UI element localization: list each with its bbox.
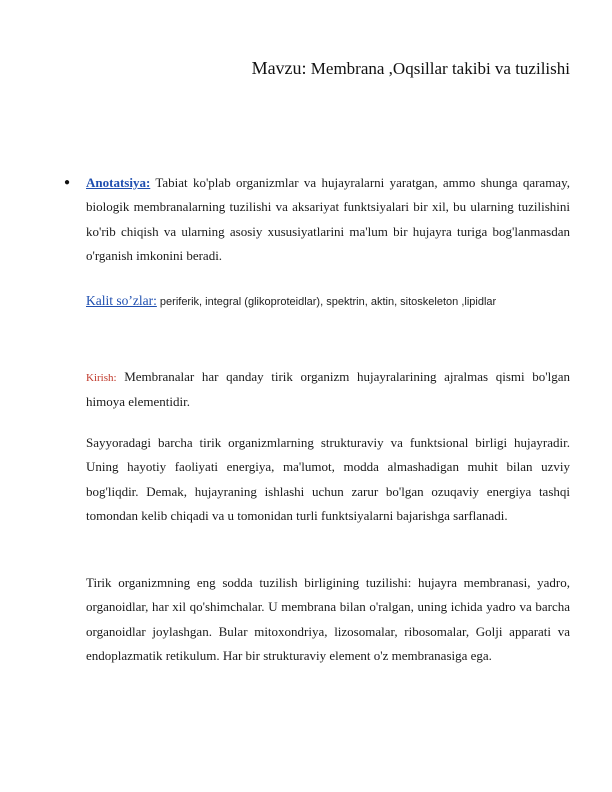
title-topic-word: Mavzu: bbox=[251, 58, 307, 78]
bullet-icon: ● bbox=[64, 177, 71, 188]
intro-text: Membranalar har qanday tirik organizm hujayralarining ajralmas qismi bo'lgan himoya elementidir. bbox=[86, 369, 570, 410]
page-title bbox=[252, 58, 570, 79]
keywords-label[interactable]: Kalit so’zlar: bbox=[86, 293, 157, 308]
paragraph-text: Tirik organizmning eng sodda tuzilish birligining tuzilishi: hujayra membranasi, yadro, organoidlar, har xil qo'shimchalar. U membrana bilan o'ralgan, uning ichida yadro va barcha organoidlar joylashgan. Bular mitoxondriya, lizosomalar, ribosomalar, Golji apparati va endoplazmatik retikulum. Har bir strukturaviy element o'z membranasiga ega. bbox=[86, 575, 570, 663]
body-paragraph-2 bbox=[86, 571, 570, 668]
title-text: Membrana ,Oqsillar takibi va tuzilishi bbox=[306, 59, 570, 78]
annotation-text: Tabiat ko'plab organizmlar va hujayralarni yaratgan, ammo shunga qaramay, biologik membranalarning tuzilishi va aksariyat funktsiyalari bir xil, bu ularning tuzilishini ko'rib chiqish va ularning asosiy xususiyatlarini ma'lum bir hujayra turiga bog'lanmasdan o'rganish imkonini beradi. bbox=[86, 175, 570, 263]
keywords-line bbox=[86, 292, 570, 310]
body-paragraph-1 bbox=[86, 431, 570, 528]
paragraph-text: Sayyoradagi barcha tirik organizmlarning strukturaviy va funktsional birligi hujayradir. Uning hayotiy faoliyati energiya, ma'lumot, modda almashadigan muhit bilan uzviy bog'liqdir. Demak, hujayraning ishlashi uchun zarur bo'lgan ozuqaviy energiya tashqi tomondan kelib chiqadi va u tomonidan turli funktsiyalarni bajarishga sarflanadi. bbox=[86, 435, 570, 523]
intro-label: Kirish: bbox=[86, 372, 117, 384]
annotation-paragraph bbox=[86, 171, 570, 268]
annotation-block bbox=[86, 171, 570, 268]
intro-block bbox=[86, 365, 570, 415]
intro-paragraph bbox=[86, 365, 570, 415]
annotation-label[interactable]: Anotatsiya: bbox=[86, 175, 151, 190]
keywords-text: periferik, integral (glikoproteidlar), spektrin, aktin, sitoskeleton ,lipidlar bbox=[156, 296, 497, 308]
